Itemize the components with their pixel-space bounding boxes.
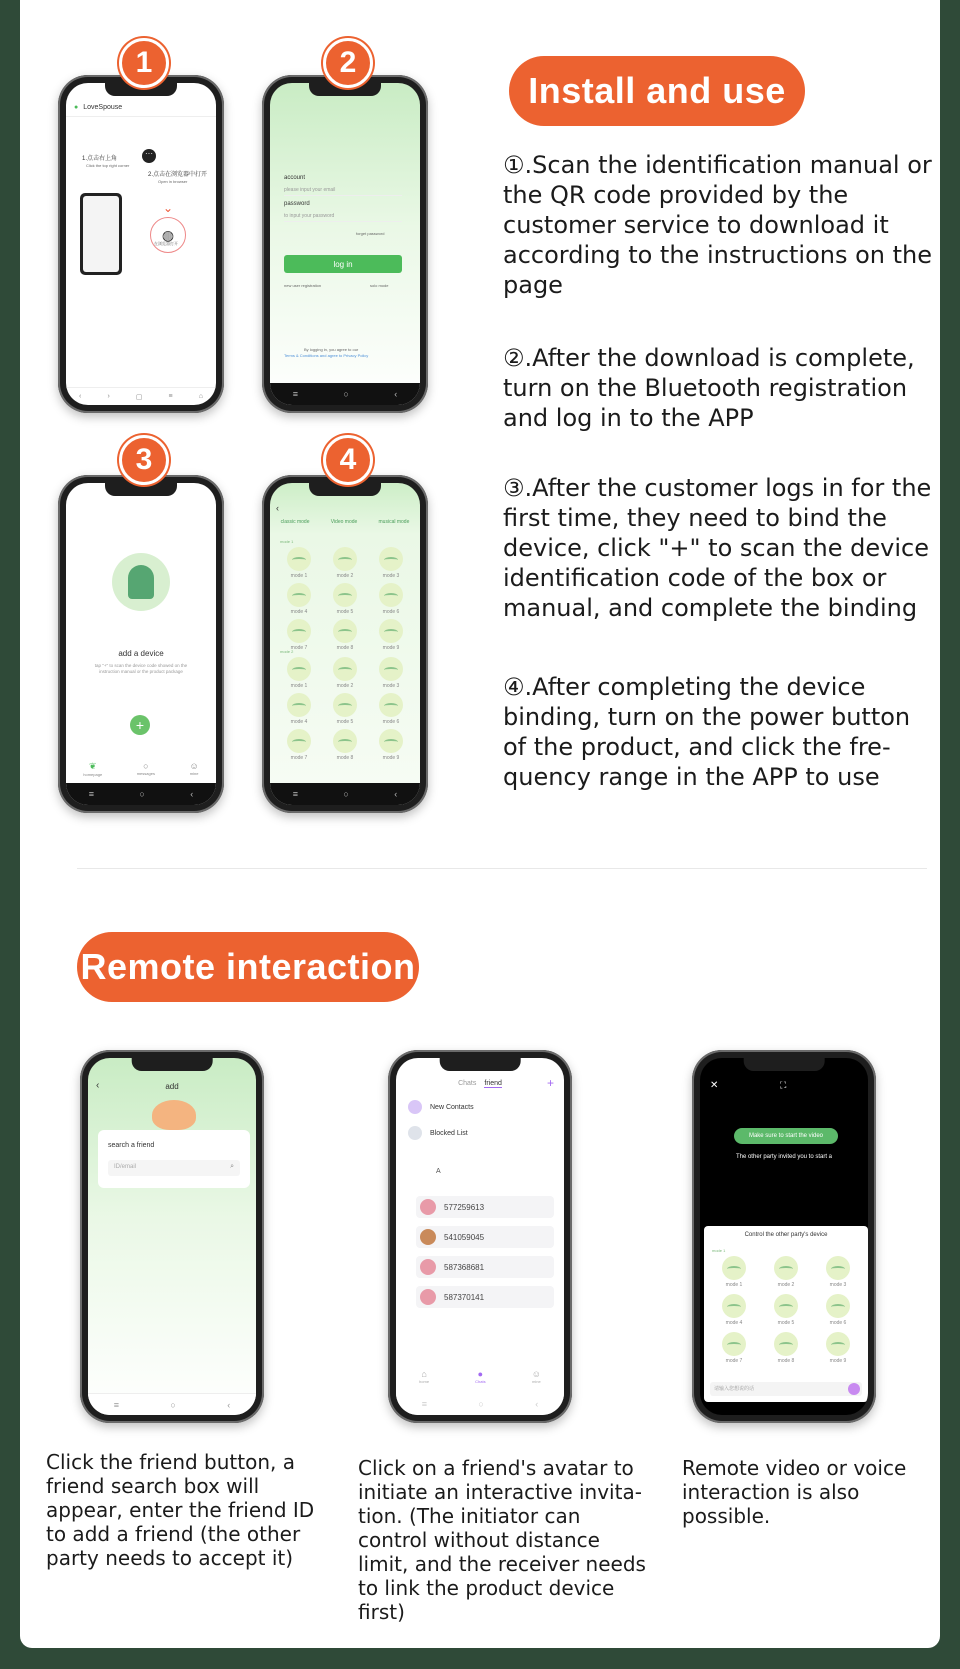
remote-caption-1: Click the friend button, a friend search box will appear, enter the friend ID to add a friend (the other party needs to accept it): [46, 1450, 315, 1570]
nav-bar: ≡ ○ ‹: [270, 783, 420, 805]
tab-friend[interactable]: friend: [484, 1080, 502, 1087]
mode-item[interactable]: mode 3: [812, 1256, 864, 1288]
notch: [105, 483, 177, 496]
mode-item[interactable]: mode 8: [322, 619, 368, 651]
forget-password-link[interactable]: forget password: [356, 231, 385, 236]
tab-classic[interactable]: classic mode: [280, 519, 310, 525]
mode-item[interactable]: mode 6: [368, 693, 414, 725]
control-panel: [704, 1226, 868, 1402]
forward-icon: ›: [107, 393, 110, 400]
notch: [309, 483, 381, 496]
new-contacts-row[interactable]: New Contacts: [408, 1100, 474, 1114]
search-card: [98, 1130, 250, 1188]
account-label: account: [284, 175, 306, 181]
back-icon[interactable]: ‹: [276, 503, 279, 513]
app-name: LoveSpouse: [83, 104, 123, 111]
avatar: [420, 1289, 436, 1305]
instruction-1: 1.点击右上角: [82, 156, 118, 162]
close-icon[interactable]: ✕: [710, 1080, 719, 1091]
top-tabs: [396, 1080, 564, 1088]
avatar: [420, 1259, 436, 1275]
mode-item[interactable]: mode 2: [322, 657, 368, 689]
step-badge-2: 2: [323, 38, 373, 88]
install-step-2: ②.After the download is complete, turn on the Bluetooth registration and log in to the APP: [503, 344, 915, 432]
phone-video: [692, 1050, 876, 1423]
phone-add-device: [58, 475, 224, 813]
add-header: add: [165, 1082, 179, 1091]
phone-login: [262, 75, 428, 413]
phone-friends: [388, 1050, 572, 1423]
mode-item[interactable]: mode 1: [276, 657, 322, 689]
mode-item[interactable]: mode 4: [276, 693, 322, 725]
screen-video: [700, 1058, 868, 1415]
mode-item[interactable]: mode 7: [708, 1332, 760, 1364]
mode-item[interactable]: mode 7: [276, 729, 322, 761]
account-input[interactable]: please input your email: [284, 187, 402, 196]
mode-grid-2: [276, 657, 414, 761]
register-link[interactable]: new user registration: [284, 283, 322, 288]
leaf-icon: ❦: [88, 761, 97, 771]
password-input[interactable]: to input your password: [284, 213, 402, 222]
mode-item[interactable]: mode 7: [276, 619, 322, 651]
group-letter: A: [436, 1168, 441, 1175]
mode-item[interactable]: mode 5: [322, 693, 368, 725]
contact-row[interactable]: 587370141: [416, 1286, 554, 1308]
mode-item[interactable]: mode 9: [812, 1332, 864, 1364]
expand-icon[interactable]: ⛶: [780, 1080, 787, 1090]
tab-musical[interactable]: musical mode: [378, 519, 410, 525]
blocked-icon: [408, 1126, 422, 1140]
mode-item[interactable]: mode 5: [760, 1294, 812, 1326]
tab-messages[interactable]: ○ messages: [136, 761, 155, 776]
screen-download: [66, 83, 216, 405]
nav-bar: ≡ ○ ‹: [88, 1393, 256, 1415]
screen-add-device: [66, 483, 216, 805]
tab-home[interactable]: ⌂ home: [419, 1369, 430, 1384]
menu-icon: ≡: [168, 393, 173, 400]
back-icon[interactable]: ‹: [96, 1080, 100, 1091]
cat-mascot-icon: [152, 1100, 196, 1130]
nav-bar: ≡ ○ ‹: [270, 383, 420, 405]
phone-add-friend: [80, 1050, 264, 1423]
add-friend-icon[interactable]: +: [546, 1076, 554, 1090]
tab-bar: [66, 761, 216, 783]
section-divider: [77, 868, 927, 869]
screen-add-friend: [88, 1058, 256, 1415]
mini-phone: [80, 193, 122, 275]
message-input[interactable]: 请输入您想说的话: [710, 1382, 862, 1396]
mode-item[interactable]: mode 2: [322, 547, 368, 579]
mode-item[interactable]: mode 2: [760, 1256, 812, 1288]
section-label: mode 2: [280, 649, 294, 654]
blocked-row[interactable]: Blocked List: [408, 1126, 468, 1140]
screen-login: [270, 83, 420, 405]
mode-tabs: [270, 519, 420, 525]
mode-item[interactable]: mode 4: [276, 583, 322, 615]
mode-grid: [708, 1256, 864, 1364]
avatar: [420, 1199, 436, 1215]
instruction-1-sub: Click the top right corner: [86, 163, 130, 168]
back-icon: ‹: [79, 393, 82, 400]
tab-mine[interactable]: ☺ mine: [531, 1369, 541, 1384]
remote-title: Remote interaction: [77, 932, 419, 1002]
mode-item[interactable]: mode 1: [276, 547, 322, 579]
tab-chats-bottom[interactable]: ● Chats: [475, 1369, 486, 1384]
globe-icon: ◍: [150, 217, 186, 253]
step-badge-4: 4: [323, 435, 373, 485]
browser-bar: [66, 99, 216, 117]
contact-row[interactable]: 541059045: [416, 1226, 554, 1248]
add-device-desc: tap "+" to scan the device code showed on the instruction manual or the product package: [94, 663, 188, 674]
invite-text: The other party invited you to start a: [735, 1154, 833, 1160]
install-step-4: ④.After completing the device binding, turn on the power button of the product, and click the fre- quency range in the APP to use: [503, 673, 911, 791]
tab-homepage[interactable]: ❦ homepage: [83, 761, 103, 777]
mode-grid-1: [276, 547, 414, 651]
content-card: [20, 0, 940, 1648]
mode-item[interactable]: mode 9: [368, 729, 414, 761]
mode-item[interactable]: mode 5: [322, 583, 368, 615]
notch: [132, 1058, 213, 1071]
password-label: password: [284, 201, 310, 207]
terms-line-2[interactable]: Terms & Conditions and agree to Privacy Policy: [284, 353, 369, 358]
face-icon: ☺: [189, 761, 199, 771]
contact-row[interactable]: 587368681: [416, 1256, 554, 1278]
mode-item[interactable]: mode 3: [368, 547, 414, 579]
step-badge-1: 1: [119, 38, 169, 88]
instruction-2-sub: Open in browser: [158, 179, 188, 184]
add-device-button[interactable]: +: [130, 715, 150, 735]
add-device-title: add a device: [118, 649, 164, 658]
arrow-down-icon: ⌄: [163, 201, 174, 215]
mode-item[interactable]: mode 4: [708, 1294, 760, 1326]
search-label: search a friend: [108, 1142, 155, 1149]
tab-video[interactable]: Video mode: [330, 519, 358, 525]
tabs-icon: ▢: [135, 393, 143, 401]
more-icon: ···: [142, 149, 156, 163]
tab-chats[interactable]: Chats: [458, 1080, 477, 1087]
open-label: 在浏览器打开: [154, 241, 178, 246]
start-video-button[interactable]: Make sure to start the video: [734, 1128, 838, 1144]
home-icon: ⌂: [198, 393, 203, 400]
solo-mode-link[interactable]: solo mode: [370, 283, 389, 288]
screen-modes: [270, 483, 420, 805]
search-input[interactable]: ID/email ⌕: [108, 1160, 240, 1176]
control-title: Control the other party's device: [744, 1232, 828, 1238]
mode-item[interactable]: mode 6: [368, 583, 414, 615]
notch: [744, 1058, 825, 1071]
mode-item[interactable]: mode 3: [368, 657, 414, 689]
section-label: mode 1: [280, 539, 294, 544]
send-icon: [848, 1383, 860, 1395]
phone-download: [58, 75, 224, 413]
section-label: mode 1: [712, 1248, 726, 1253]
contact-row[interactable]: 577259613: [416, 1196, 554, 1218]
nav-bar: ≡ ○ ‹: [396, 1393, 564, 1415]
remote-caption-2: Click on a friend's avatar to initiate an interactive invita- tion. (The initiator can control without distance limit, and the receiver needs to link the product device first): [358, 1456, 646, 1624]
avatar: [420, 1229, 436, 1245]
person-illustration: [112, 553, 170, 611]
install-step-1: ①.Scan the identification manual or the QR code provided by the customer service to download it according to the instructions on the page: [503, 151, 933, 299]
bulb-icon: ○: [143, 761, 149, 771]
notch: [440, 1058, 521, 1071]
mode-item[interactable]: mode 9: [368, 619, 414, 651]
mode-item[interactable]: mode 8: [760, 1332, 812, 1364]
browser-toolbar: [66, 387, 216, 405]
contacts-icon: [408, 1100, 422, 1114]
install-title: Install and use: [509, 56, 805, 126]
remote-caption-3: Remote video or voice interaction is also possible.: [682, 1456, 907, 1528]
terms-line-1: By logging in, you agree to our: [304, 347, 359, 352]
tab-bar: [396, 1369, 564, 1393]
install-step-3: ③.After the customer logs in for the first time, they need to bind the device, click "+" to scan the device identification code of the box or manual, and complete the binding: [503, 474, 932, 622]
mode-item[interactable]: mode 8: [322, 729, 368, 761]
instruction-2: 2.点击在浏览器中打开: [148, 172, 208, 178]
phone-modes: [262, 475, 428, 813]
shield-icon: ●: [74, 104, 79, 111]
step-badge-3: 3: [119, 435, 169, 485]
screen-friends: [396, 1058, 564, 1415]
tab-mine[interactable]: ☺ mine: [189, 761, 199, 776]
nav-bar: ≡ ○ ‹: [66, 783, 216, 805]
search-icon: ⌕: [230, 1163, 234, 1170]
login-button[interactable]: log in: [284, 255, 402, 273]
mode-item[interactable]: mode 6: [812, 1294, 864, 1326]
mode-item[interactable]: mode 1: [708, 1256, 760, 1288]
